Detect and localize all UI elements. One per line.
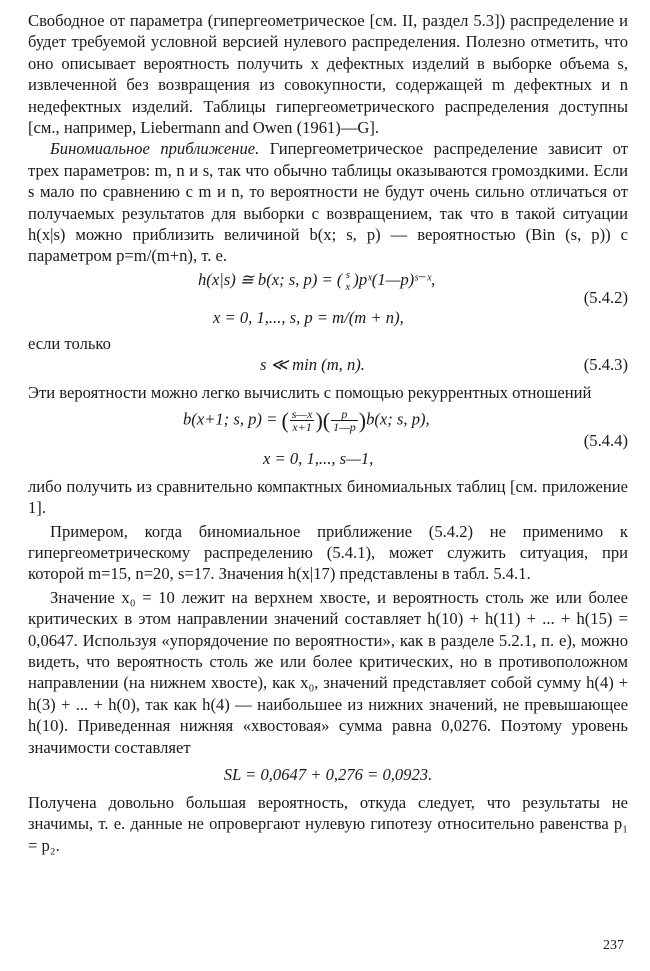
paragraph-binomial-approximation <box>28 138 628 266</box>
fraction-1: $\frac{s—x}{x+1}$ <box>291 406 313 434</box>
page-number: 237 <box>603 938 624 953</box>
paragraph-7: Получена довольно большая вероятность, откуда следует, что результаты не значимы, т. е. данные не опровергают нулевую гипотезу относительно равенства p₁ = p₂. <box>28 792 628 855</box>
binomial-coefficient: s x <box>345 269 351 294</box>
section-heading: Биномиальное приближение. <box>50 139 260 159</box>
equation-number-5-4-4: (5.4.4) <box>583 430 628 450</box>
fraction-2: $\frac{p}{1—p}$ <box>333 406 356 434</box>
equation-number-5-4-2: (5.4.2) <box>583 287 628 307</box>
eq542-line1: h(x|s) ≅ b(x; s, p) = ( s x )pˣ(1—p)ˢ⁻ˣ, <box>198 269 436 294</box>
paragraph-2-body: Гипергеометрическое распределение зависит от трех параметров: m, n и s, так что обычно таблицы оказываются громоздкими. Если s мало по сравнению с m и n, то вероятности не будут очень сильно отличаться от получаемых результатов для выборки с возвращением, так что в такой ситуации h(x|s) можно приблизить величиной b(x; s, p) — вероятностью (Bin (s, p)) с параметром p=m/(m+n), т. е. <box>28 139 628 266</box>
eq542-line2: x = 0, 1,..., s, p = m/(m + n), <box>213 307 404 327</box>
equation-number-5-4-3: (5.4.3) <box>583 355 628 375</box>
paragraph-5: Примером, когда биномиальное приближение (5.4.2) не применимо к гипергеометрическому распределению (5.4.1), может служить ситуация, при которой m=15, n=20, s=17. Значения h(x|17) представлены в табл. 5.4.1. <box>28 521 628 584</box>
eq544-line2: x = 0, 1,..., s—1, <box>263 448 374 468</box>
paragraph-4: либо получить из сравнительно компактных биномиальных таблиц [см. приложение 1]. <box>28 476 628 518</box>
page-body <box>28 10 628 856</box>
paragraph-1: Свободное от параметра (гипергеометрическое [см. II, раздел 5.3]) распределение и будет требуемой условной версией нулевого распределения. Полезно отметить, что оно описывает вероятность получить x дефектных изделий в выборке объема s, извлеченной без возвращения из совокупности, содержащей m дефектных и n недефектных изделий. Таблицы гипергеометрического распределения доступны [см., например, Liebermann and Owen (1961)—G]. <box>28 11 628 138</box>
equation-5-4-3 <box>28 352 628 376</box>
if-only-text: если только <box>28 333 111 353</box>
equation-5-4-4 <box>28 408 628 476</box>
paragraph-3: Эти вероятности можно легко вычислить с помощью рекуррентных отношений <box>28 383 592 403</box>
eq544-line1: b(x+1; s, p) = ( $\frac{s—x}{x+1}$ )( $\frac{p}{1—p}$ )b(x; s, p), <box>183 406 430 434</box>
paragraph-6: Значение x₀ = 10 лежит на верхнем хвосте, и вероятность столь же или более критических в этом направлении значений составляет h(10) + h(11) + ... + h(15) = 0,0647. Используя «упорядочение по вероятности», как в разделе 5.2.1, п. е), можно видеть, что вероятность столь же или более критических, но в противоположном направлении (на нижнем хвосте), как x₀, значений представляет собой сумму h(4) + h(3) + ... + h(0), так как h(4) — наибольшее из нижних значений, не превышающее h(10). Приведенная нижняя «хвостовая» сумма равна 0,0276. Поэтому уровень значимости составляет <box>28 587 628 757</box>
eq543-body: s ≪ min (m, n). <box>260 355 365 375</box>
equation-significance-level: SL = 0,0647 + 0,276 = 0,0923. <box>223 764 433 784</box>
equation-5-4-2 <box>28 269 628 333</box>
